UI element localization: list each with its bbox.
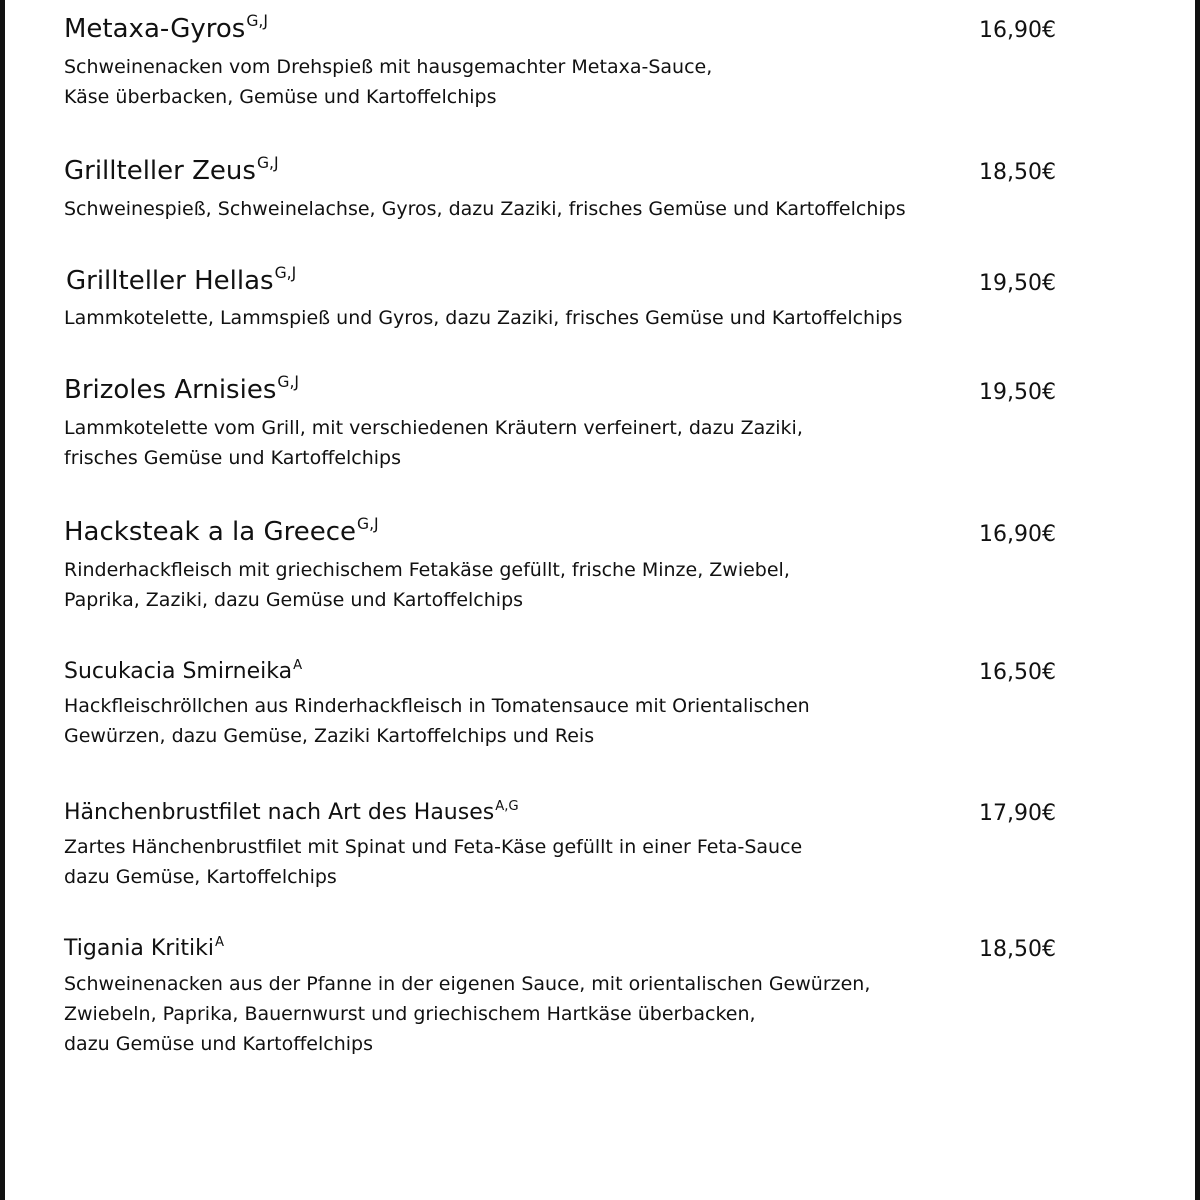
description-line: Schweinespieß, Schweinelachse, Gyros, dazu Zaziki, frisches Gemüse und Kartoffelchips [64, 198, 906, 220]
description-line: Schweinenacken vom Drehspieß mit hausgemachter Metaxa-Sauce, [64, 56, 713, 78]
dish-name [64, 156, 279, 186]
dish-price: 16,90€ [979, 522, 1056, 547]
dish-description [64, 832, 802, 892]
description-line: dazu Gemüse und Kartoffelchips [64, 1033, 373, 1055]
dish-price: 17,90€ [979, 801, 1056, 826]
dish-description [64, 194, 906, 224]
dish-name [66, 266, 296, 296]
dish-description [64, 691, 810, 751]
dish-name [64, 375, 299, 405]
dish-price: 18,50€ [979, 160, 1056, 185]
dish-title: Metaxa-Gyros [64, 14, 246, 44]
dish-description [64, 52, 712, 112]
allergen-codes: A [293, 657, 303, 673]
allergen-codes: G,J [256, 154, 279, 173]
dish-title: Sucukacia Smirneika [64, 659, 293, 684]
allergen-codes: G,J [274, 264, 297, 283]
description-line: Lammkotelette vom Grill, mit verschiedenen Kräutern verfeinert, dazu Zaziki, [64, 417, 803, 439]
allergen-codes: A,G [495, 798, 519, 814]
description-line: Hackfleischröllchen aus Rinderhackfleisch in Tomatensauce mit Orientalischen [64, 695, 810, 717]
description-line: Gewürzen, dazu Gemüse, Zaziki Kartoffelchips und Reis [64, 725, 595, 747]
dish-price: 18,50€ [979, 937, 1056, 962]
allergen-codes: A [215, 934, 225, 950]
dish-price: 19,50€ [979, 380, 1056, 405]
dish-price: 16,90€ [979, 18, 1056, 43]
dish-name [64, 659, 302, 684]
allergen-codes: G,J [357, 515, 379, 534]
dish-name [64, 14, 268, 44]
menu-page [64, 0, 1064, 1200]
description-line: dazu Gemüse, Kartoffelchips [64, 866, 337, 888]
dish-description [64, 555, 790, 615]
allergen-codes: G,J [277, 373, 300, 392]
description-line: Zwiebeln, Paprika, Bauernwurst und griechischem Hartkäse überbacken, [64, 1003, 756, 1025]
description-line: Lammkotelette, Lammspieß und Gyros, dazu Zaziki, frisches Gemüse und Kartoffelchips [64, 307, 903, 329]
description-line: Schweinenacken aus der Pfanne in der eigenen Sauce, mit orientalischen Gewürzen, [64, 973, 871, 995]
description-line: Paprika, Zaziki, dazu Gemüse und Kartoffelchips [64, 589, 524, 611]
page-border-right [1195, 0, 1200, 1200]
dish-title: Grillteller Hellas [66, 266, 274, 296]
dish-title: Hänchenbrustfilet nach Art des Hauses [64, 800, 495, 825]
description-line: frisches Gemüse und Kartoffelchips [64, 447, 402, 469]
dish-name [64, 936, 224, 961]
dish-title: Hacksteak a la Greece [64, 517, 356, 547]
description-line: Zartes Hänchenbrustfilet mit Spinat und Feta-Käse gefüllt in einer Feta-Sauce [64, 836, 803, 858]
dish-title: Tigania Kritiki [64, 936, 215, 961]
dish-name [64, 517, 379, 547]
allergen-codes: G,J [246, 12, 268, 31]
dish-title: Grillteller Zeus [64, 156, 256, 186]
dish-price: 19,50€ [979, 271, 1056, 296]
dish-description [64, 303, 902, 333]
dish-description [64, 969, 870, 1059]
description-line: Käse überbacken, Gemüse und Kartoffelchips [64, 86, 497, 108]
dish-name [64, 800, 519, 825]
page-border-left [0, 0, 5, 1200]
dish-title: Brizoles Arnisies [64, 375, 277, 405]
dish-price: 16,50€ [979, 660, 1056, 685]
dish-description [64, 413, 803, 473]
description-line: Rinderhackfleisch mit griechischem Fetakäse gefüllt, frische Minze, Zwiebel, [64, 559, 790, 581]
